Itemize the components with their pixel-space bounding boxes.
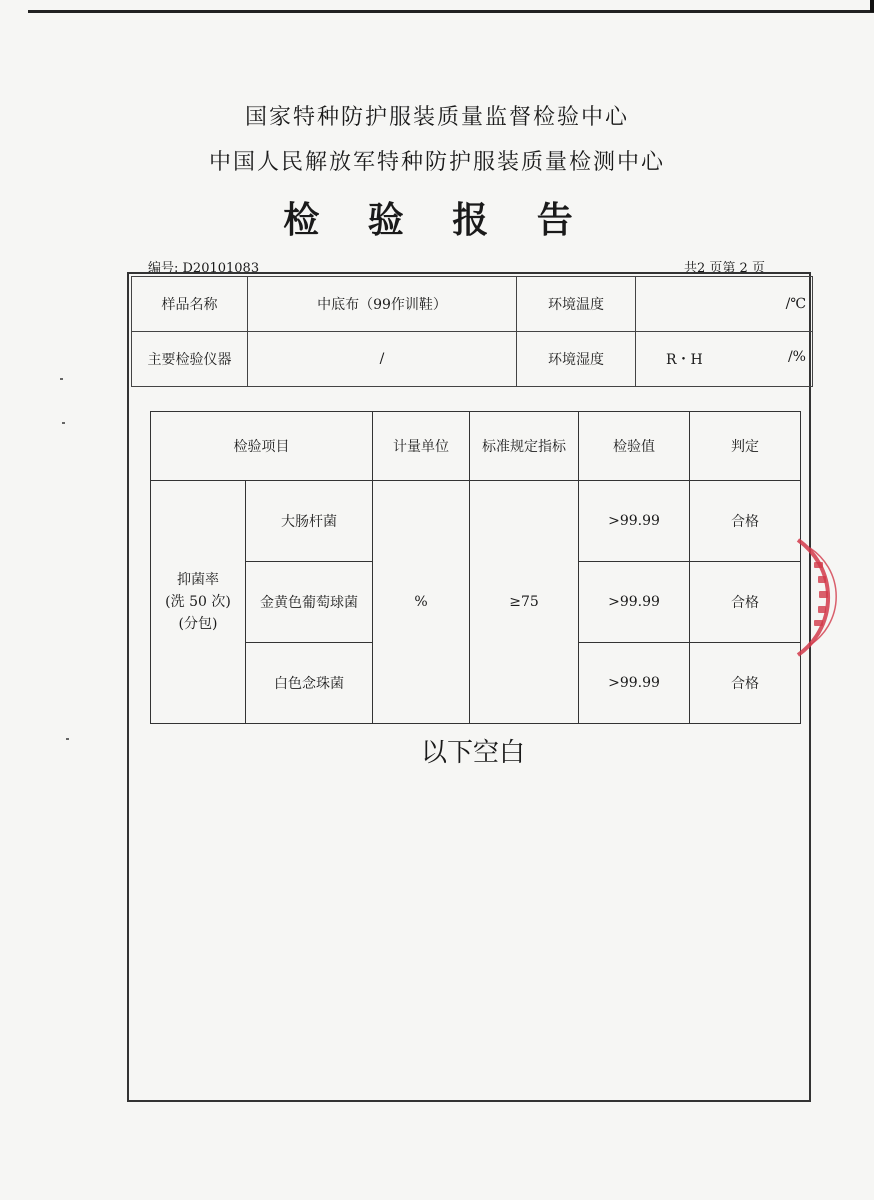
unit-value: % <box>373 481 470 724</box>
report-number: 编号: D20101083 <box>148 261 260 276</box>
instrument-value: / <box>248 332 517 387</box>
humidity-value <box>636 332 813 387</box>
test-value: >99.99 <box>579 562 690 643</box>
scan-speck <box>62 422 65 424</box>
instrument-label: 主要检验仪器 <box>132 332 248 387</box>
temperature-label: 环境温度 <box>517 277 636 332</box>
test-value: >99.99 <box>579 643 690 724</box>
org-name-2: 中国人民解放军特种防护服装质量检测中心 <box>208 150 665 175</box>
scan-speck <box>66 738 69 740</box>
scan-edge-top <box>28 10 874 13</box>
header-verdict: 判定 <box>690 412 801 481</box>
verdict: 合格 <box>690 562 801 643</box>
header-item: 检验项目 <box>151 412 373 481</box>
official-seal-stamp <box>788 530 874 660</box>
humidity-label: 环境湿度 <box>517 332 636 387</box>
item-name: 大肠杆菌 <box>246 481 373 562</box>
scan-edge-corner <box>870 0 874 12</box>
verdict: 合格 <box>690 643 801 724</box>
header-standard: 标准规定指标 <box>470 412 579 481</box>
item-name: 白色念珠菌 <box>246 643 373 724</box>
page-indicator: 共2 页第 2 页 <box>684 261 765 276</box>
humidity-unit: /% <box>787 349 806 365</box>
header-unit: 计量单位 <box>373 412 470 481</box>
temperature-value: /℃ <box>636 277 813 332</box>
sample-name-value: 中底布（99作训鞋） <box>248 277 517 332</box>
humidity-prefix: R・H <box>666 352 703 368</box>
sample-info-table <box>131 276 813 387</box>
standard-value: ≥75 <box>470 481 579 724</box>
verdict: 合格 <box>690 481 801 562</box>
report-title: 检 验 报 告 <box>283 199 591 241</box>
item-name: 金黄色葡萄球菌 <box>246 562 373 643</box>
sample-name-label: 样品名称 <box>132 277 248 332</box>
results-table <box>150 411 801 724</box>
scan-speck <box>60 378 63 380</box>
header-value: 检验值 <box>579 412 690 481</box>
blank-below-note: 以下空白 <box>420 738 525 768</box>
test-value: >99.99 <box>579 481 690 562</box>
group-label: 抑菌率 (洗 50 次) (分包) <box>151 481 246 724</box>
org-name-1: 国家特种防护服装质量监督检验中心 <box>244 105 629 130</box>
